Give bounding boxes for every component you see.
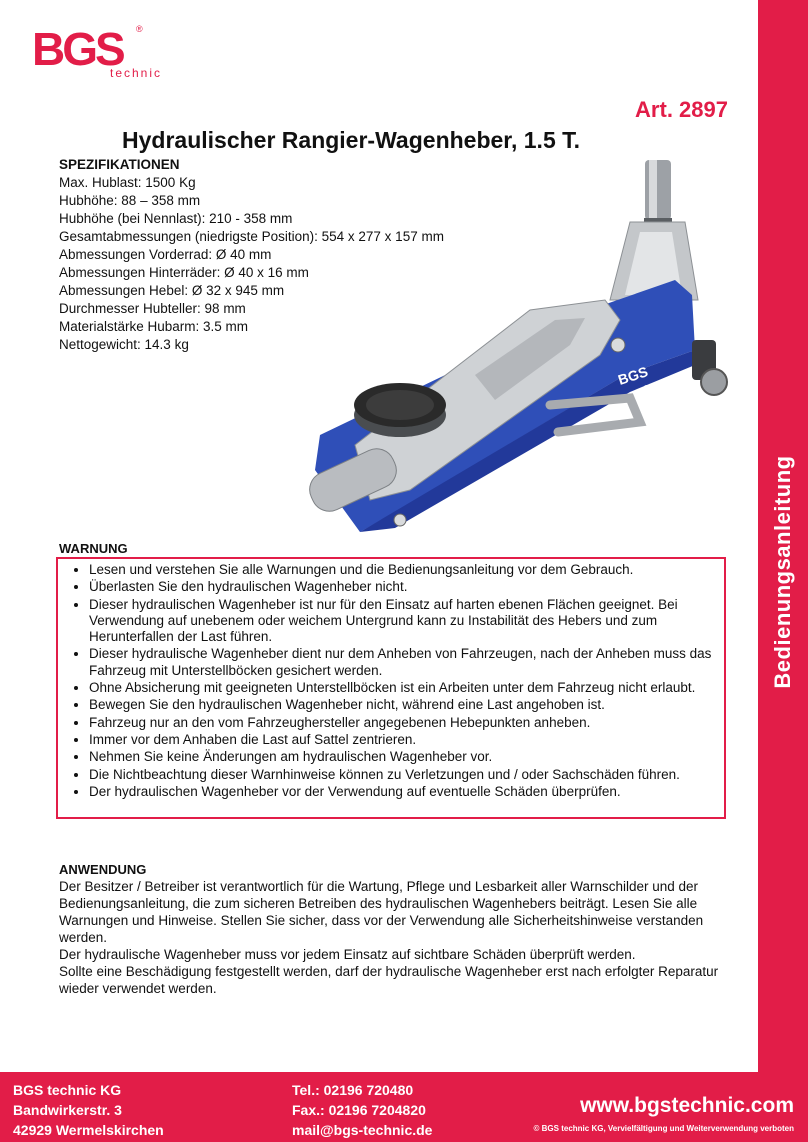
spec-item: Hubhöhe: 88 – 358 mm bbox=[59, 193, 201, 208]
warning-item: • Lesen und verstehen Sie alle Warnungen und die Bedienungsanleitung vor dem Gebrauch. bbox=[89, 562, 718, 578]
footer-company: BGS technic KG bbox=[13, 1082, 122, 1098]
frame-article-label: 2897 bbox=[642, 378, 665, 394]
warning-item: • Nehmen Sie keine Änderungen am hydraulischen Wagenheber vor. bbox=[89, 749, 718, 765]
bolt bbox=[394, 514, 406, 526]
warning-item: • Der hydraulischen Wagenheber vor der Verwendung auf eventuelle Schäden überprüfen. bbox=[89, 784, 718, 800]
spec-item: Gesamtabmessungen (niedrigste Position): 554 x 277 x 157 mm bbox=[59, 229, 444, 244]
spec-item: Nettogewicht: 14.3 kg bbox=[59, 337, 189, 352]
spec-item: Durchmesser Hubteller: 98 mm bbox=[59, 301, 246, 316]
spec-item: Abmessungen Hinterräder: Ø 40 x 16 mm bbox=[59, 265, 309, 280]
warning-list bbox=[58, 562, 718, 800]
frame-brand-label: BGS bbox=[615, 363, 650, 388]
footer-website-link[interactable]: www.bgstechnic.com bbox=[580, 1094, 794, 1117]
warning-item: • Die Nichtbeachtung dieser Warnhinweise können zu Verletzungen und / oder Sachschäden führen. bbox=[89, 767, 718, 783]
warning-heading: WARNUNG bbox=[59, 541, 128, 556]
footer-street: Bandwirkerstr. 3 bbox=[13, 1102, 122, 1118]
warning-item: • Überlasten Sie den hydraulischen Wagenheber nicht. bbox=[89, 579, 718, 595]
footer-email-link[interactable]: mail@bgs-technic.de bbox=[292, 1122, 433, 1138]
handle-highlight bbox=[649, 160, 657, 220]
bgs-logo bbox=[32, 22, 162, 87]
warning-box bbox=[56, 557, 726, 819]
spec-item: Materialstärke Hubarm: 3.5 mm bbox=[59, 319, 249, 334]
footer-address bbox=[13, 1080, 164, 1140]
footer bbox=[0, 1072, 808, 1142]
spec-item: Max. Hublast: 1500 Kg bbox=[59, 175, 196, 190]
usage-paragraph: Der hydraulische Wagenheber muss vor jedem Einsatz auf sichtbare Schäden überprüft werden. bbox=[59, 947, 636, 962]
footer-copyright: © BGS technic KG, Vervielfältigung und Weiterverwendung verboten bbox=[533, 1124, 794, 1133]
product-image-floor-jack bbox=[300, 160, 740, 540]
specifications-heading: SPEZIFIKATIONEN bbox=[59, 157, 180, 172]
sidebar-label: Bedienungsanleitung bbox=[770, 455, 795, 689]
rear-wheel bbox=[701, 369, 727, 395]
usage-text bbox=[59, 878, 739, 997]
warning-item: • Dieser hydraulischen Wagenheber ist nur für den Einsatz auf harten ebenen Flächen geeignet. Bei Verwendung auf unebenem oder weichem Untergrund kann zu Instabilität des Hebers und zum Herunterfallen der Last führen. bbox=[89, 597, 718, 646]
bolt bbox=[611, 338, 625, 352]
logo-subtitle: technic bbox=[110, 66, 163, 80]
footer-phone: Tel.: 02196 720480 bbox=[292, 1082, 414, 1098]
warning-item: • Bewegen Sie den hydraulischen Wagenheber nicht, während eine Last angehoben ist. bbox=[89, 697, 718, 713]
handle-grip bbox=[645, 160, 671, 220]
spec-item: Hubhöhe (bei Nennlast): 210 - 358 mm bbox=[59, 211, 293, 226]
warning-item: • Ohne Absicherung mit geeigneten Unterstellböcken ist ein Arbeiten unter dem Fahrzeug nicht erlaubt. bbox=[89, 680, 718, 696]
footer-contact bbox=[292, 1080, 432, 1140]
usage-heading: ANWENDUNG bbox=[59, 862, 147, 877]
logo-text: BGS bbox=[32, 23, 123, 75]
logo-registered-mark: ® bbox=[136, 24, 143, 34]
page-title: Hydraulischer Rangier-Wagenheber, 1.5 T. bbox=[122, 127, 581, 153]
warning-item: • Immer vor dem Anhaben die Last auf Sattel zentrieren. bbox=[89, 732, 718, 748]
saddle-pad-center bbox=[366, 390, 434, 420]
warning-item: • Fahrzeug nur an den vom Fahrzeughersteller angegebenen Hebepunkten anheben. bbox=[89, 715, 718, 731]
spec-item: Abmessungen Hebel: Ø 32 x 945 mm bbox=[59, 283, 285, 298]
usage-paragraph: Sollte eine Beschädigung festgestellt werden, darf der hydraulische Wagenheber erst nach erfolgter Reparatur wieder verwendet werden. bbox=[59, 964, 719, 996]
footer-fax: Fax.: 02196 7204820 bbox=[292, 1102, 426, 1118]
usage-paragraph: Der Besitzer / Betreiber ist verantwortlich für die Wartung, Pflege und Lesbarkeit aller Warnschilder und der Bedienungsanleitung, die zum sicheren Betreiben des hydraulischen Wagenhebers beiträgt. Lesen Sie alle Warnungen und Hinweise. Stellen Sie sicher, dass vor der Verwendung alle Sicherheitshinweise verstanden werden. bbox=[59, 879, 704, 945]
footer-city: 42929 Wermelskirchen bbox=[13, 1122, 164, 1138]
spec-item: Abmessungen Vorderrad: Ø 40 mm bbox=[59, 247, 272, 262]
article-number: Art. 2897 bbox=[635, 97, 728, 122]
warning-item: • Dieser hydraulische Wagenheber dient nur dem Anheben von Fahrzeugen, nach der Anheben muss das Fahrzeug mit Unterstellböcken gesichert werden. bbox=[89, 646, 718, 679]
